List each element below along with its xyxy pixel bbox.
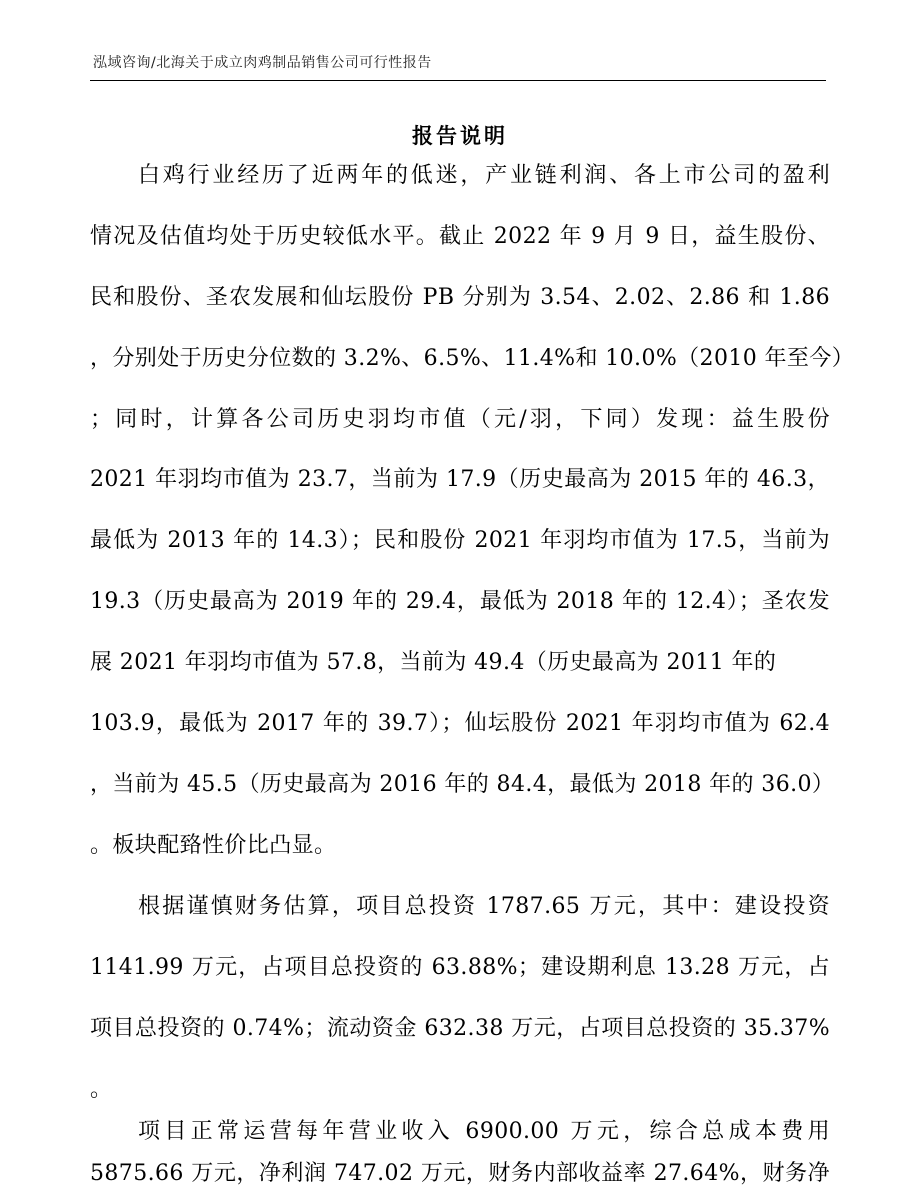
paragraph-line: 19.3（历史最高为 2019 年的 29.4，最低为 2018 年的 12.4）；圣农发 xyxy=(90,589,830,614)
paragraph-line: 白鸡行业经历了近两年的低迷，产业链利润、各上市公司的盈利 xyxy=(138,163,830,188)
paragraph-line: 。板块配臵性价比凸显。 xyxy=(90,833,337,858)
paragraph-line: 2021 年羽均市值为 23.7，当前为 17.9（历史最高为 2015 年的 46.3， xyxy=(90,467,830,492)
paragraph-line: 情况及估值均处于历史较低水平。截止 2022 年 9 月 9 日，益生股份、 xyxy=(90,224,830,249)
paragraph-line: 1141.99 万元，占项目总投资的 63.88%；建设期利息 13.28 万元，占 xyxy=(90,955,830,980)
paragraph-line: 5875.66 万元，净利润 747.02 万元，财务内部收益率 27.64%，财务净 xyxy=(90,1161,830,1186)
paragraph-line: 103.9，最低为 2017 年的 39.7）；仙坛股份 2021 年羽均市值为 62.4 xyxy=(90,711,830,736)
paragraph-line: ；同时，计算各公司历史羽均市值（元/羽，下同）发现：益生股份 xyxy=(90,407,830,432)
header-divider xyxy=(90,80,826,81)
paragraph-line: ，当前为 45.5（历史最高为 2016 年的 84.4，最低为 2018 年的 36.0） xyxy=(90,772,835,797)
paragraph-line: 展 2021 年羽均市值为 57.8，当前为 49.4（历史最高为 2011 年的 xyxy=(90,650,777,675)
paragraph-line: 项目总投资的 0.74%；流动资金 632.38 万元，占项目总投资的 35.37% xyxy=(90,1016,830,1041)
paragraph-line: 民和股份、圣农发展和仙坛股份 PB 分别为 3.54、2.02、2.86 和 1.86 xyxy=(90,285,830,310)
paragraph-line: 。 xyxy=(90,1077,113,1102)
paragraph-line: ，分别处于历史分位数的 3.2%、6.5%、11.4%和 10.0%（2010 年至今） xyxy=(90,346,855,371)
paragraph-line: 项目正常运营每年营业收入 6900.00 万元，综合总成本费用 xyxy=(138,1119,830,1144)
section-title: 报告说明 xyxy=(412,124,508,148)
paragraph-line: 根据谨慎财务估算，项目总投资 1787.65 万元，其中：建设投资 xyxy=(138,894,830,919)
running-header: 泓域咨询/北海关于成立肉鸡制品销售公司可行性报告 xyxy=(93,55,432,71)
paragraph-line: 最低为 2013 年的 14.3）；民和股份 2021 年羽均市值为 17.5，当前为 xyxy=(90,528,830,553)
